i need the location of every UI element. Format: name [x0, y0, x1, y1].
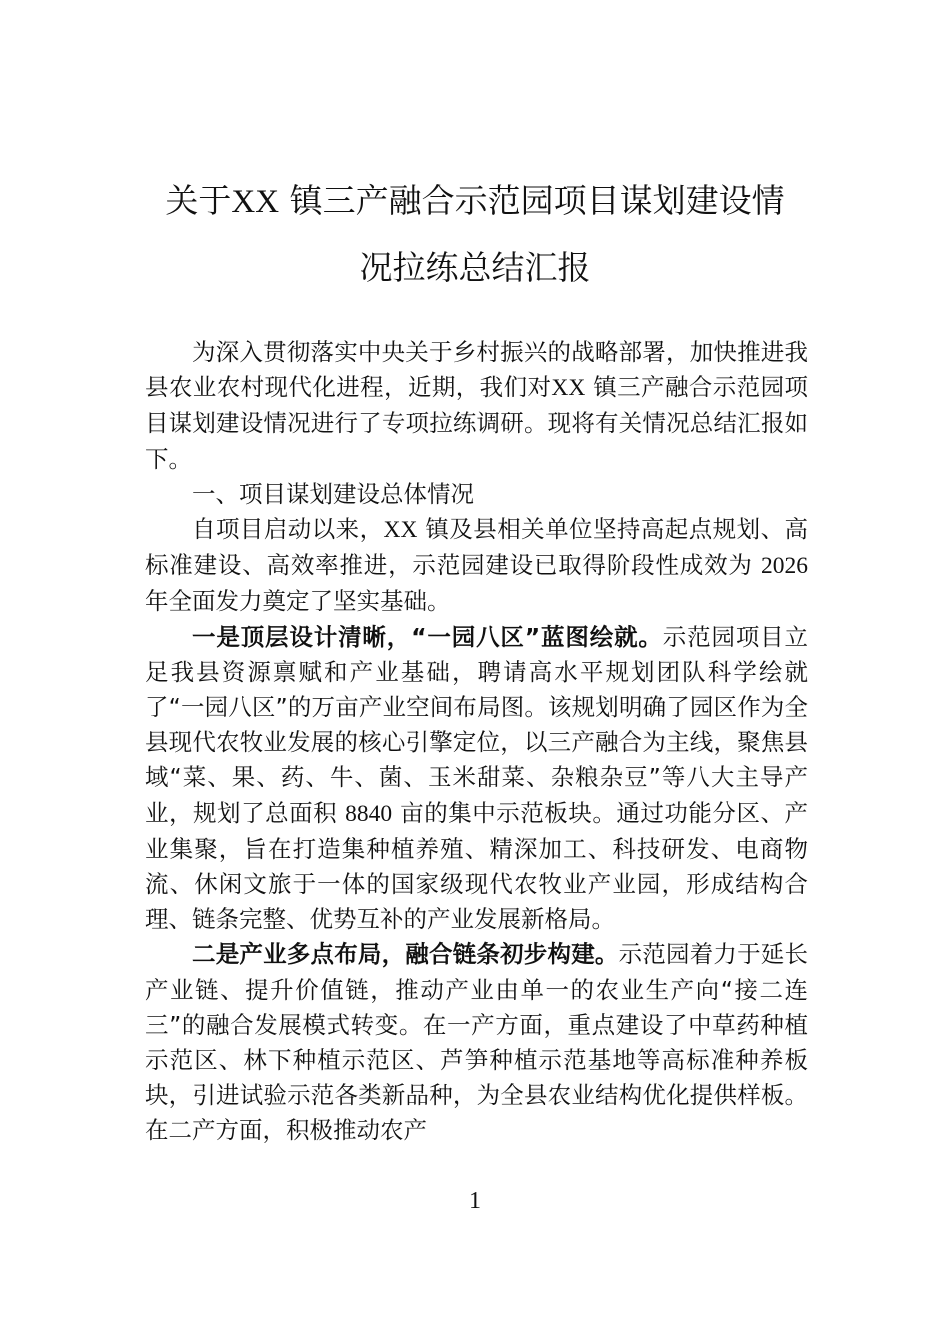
title-text: 镇三产融合示范园项目谋划建设情 — [289, 181, 785, 220]
page-number: 1 — [469, 1188, 481, 1214]
paragraph-text: 示范园着力于延长产业链、提升价值链，推动产业由单一的农业生产向“接二连三”的融合发展模式转变。在一产方面，重点建设了中草药种植示范区、林下种植示范区、芦笋种植示范基地等高标准种养板块，引进试验示范各类新品种，为全县农业结构优化提供样板。在二产方面，积极推动农产 — [145, 940, 809, 1145]
paragraph-text: 镇及县相关单位坚持高起点规划、高标准建设、高效率推进，示范园建设已取得阶段性成效为 — [145, 515, 809, 580]
paragraph-text: 镇三产融合示范园项目谋划建设情况进行了专项拉练调研。现将有关情况总结汇报如下。 — [145, 373, 808, 473]
paragraph-text: 为深入贯彻落实中央关于乡村振兴的战略部署，加快推进我县农业农村现代化进程，近期，我们对 — [145, 338, 808, 402]
title-latin-text: XX — [231, 184, 280, 220]
bold-lead-text: 二是产业多点布局，融合链条初步构建。 — [192, 940, 619, 969]
body-paragraph-bold-lead — [145, 620, 808, 938]
paragraph-text: 示范园项目立足我县资源禀赋和产业基础，聘请高水平规划团队科学绘就了“一园八区”的万亩产业空间布局图。该规划明确了园区作为全县现代农牧业发展的核心引擎定位，以三产融合为主线，聚焦县域“菜、果、药、牛、菌、玉米甜菜、杂粮杂豆”等八大主导产业，规划了总面积 — [145, 622, 809, 827]
paragraph-text: 年全面发力奠定了坚实基础。 — [145, 587, 451, 616]
title-line-2: 况拉练总结汇报 — [359, 248, 591, 287]
paragraph-text: 自项目启动以来， — [192, 515, 384, 544]
paragraph-latin-text: XX — [551, 375, 586, 402]
document-title — [120, 168, 830, 301]
intro-paragraph — [145, 335, 808, 477]
body-paragraph — [145, 512, 808, 620]
paragraph-number: 8840 — [345, 800, 393, 827]
document-body — [145, 335, 808, 1149]
paragraph-latin-text: XX — [383, 517, 418, 544]
bold-lead-text: 一是顶层设计清晰，“一园八区”蓝图绘就。 — [192, 622, 663, 651]
paragraph-number: 2026 — [761, 553, 808, 580]
body-paragraph-bold-lead — [145, 937, 808, 1148]
title-text: 关于 — [165, 181, 232, 220]
paragraph-text: 亩的集中示范板块。通过功能分区、产业集聚，旨在打造集种植养殖、精深加工、科技研发、电商物流、休闲文旅于一体的国家级现代农牧业产业园，形成结构合理、链条完整、优势互补的产业发展新格局。 — [145, 798, 808, 934]
section-heading: 一、项目谋划建设总体情况 — [192, 479, 474, 508]
title-line-1 — [120, 168, 830, 235]
